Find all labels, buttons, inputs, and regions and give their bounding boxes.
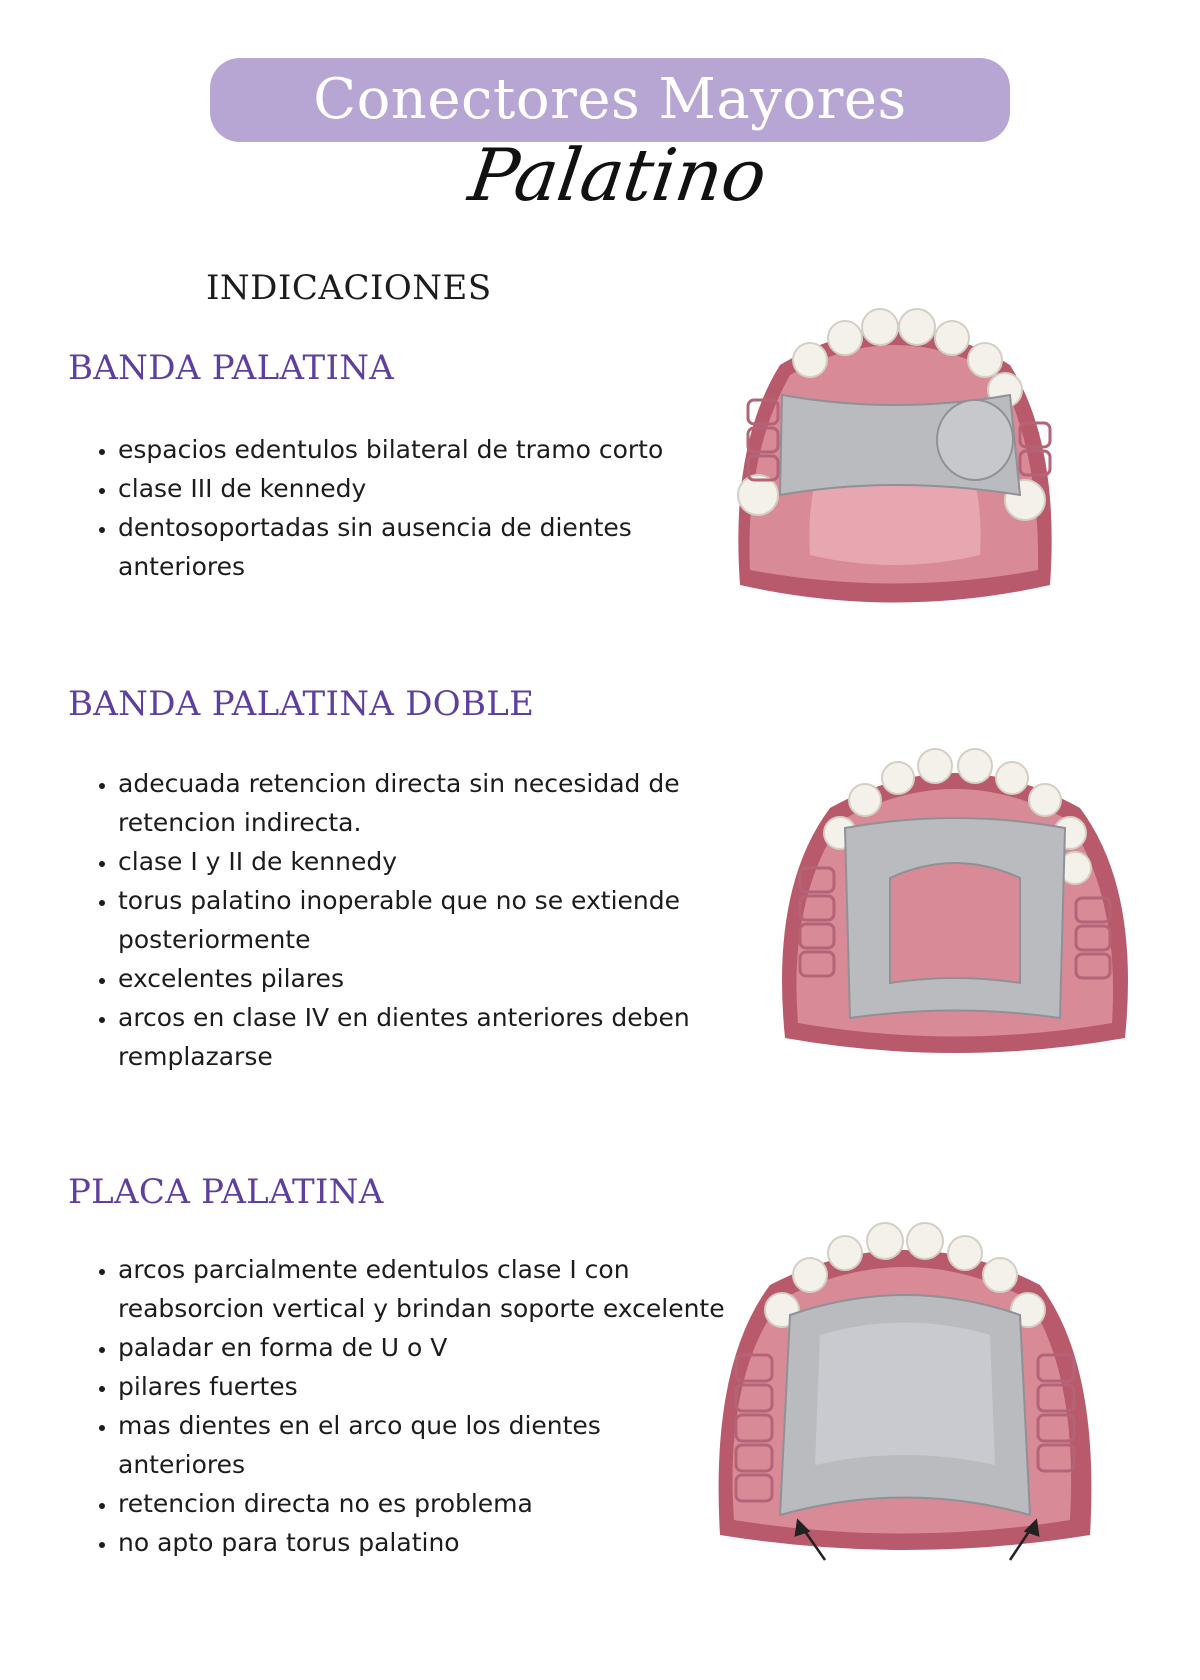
list-item: • retencion directa no es problema: [118, 1484, 728, 1523]
list-item: • paladar en forma de U o V: [118, 1328, 728, 1367]
list-item: • mas dientes en el arco que los dientes anteriores: [118, 1406, 728, 1484]
list-item: • clase III de kennedy: [118, 469, 728, 508]
page-title: Conectores Mayores: [313, 67, 907, 132]
section-title-placa-palatina: PLACA PALATINA: [68, 1172, 384, 1212]
list-item: • torus palatino inoperable que no se extiende posteriormente: [118, 881, 728, 959]
section-title-banda-palatina-doble: BANDA PALATINA DOBLE: [68, 684, 535, 724]
indications-heading: INDICACIONES: [206, 268, 492, 308]
anteroposterior-strap-illustration: [770, 738, 1140, 1068]
list-item: • no apto para torus palatino: [118, 1523, 728, 1562]
list-item: • excelentes pilares: [118, 959, 728, 998]
list-banda-palatina: [70, 430, 728, 586]
list-item: • clase I y II de kennedy: [118, 842, 728, 881]
palatal-strap-illustration: [720, 305, 1070, 625]
list-item: • adecuada retencion directa sin necesidad de retencion indirecta.: [118, 764, 728, 842]
list-item: • espacios edentulos bilateral de tramo corto: [118, 430, 728, 469]
list-item: • pilares fuertes: [118, 1367, 728, 1406]
list-item: • arcos en clase IV en dientes anteriores deben remplazarse: [118, 998, 728, 1076]
list-item: • dentosoportadas sin ausencia de dientes anteriores: [118, 508, 728, 586]
page-subtitle: Palatino: [464, 133, 772, 217]
list-item: • arcos parcialmente edentulos clase I con reabsorcion vertical y brindan soporte excelente: [118, 1250, 728, 1328]
list-placa-palatina: [70, 1250, 728, 1562]
section-title-banda-palatina: BANDA PALATINA: [68, 348, 395, 388]
palatal-plate-illustration: [710, 1215, 1100, 1570]
list-banda-palatina-doble: [70, 764, 728, 1076]
